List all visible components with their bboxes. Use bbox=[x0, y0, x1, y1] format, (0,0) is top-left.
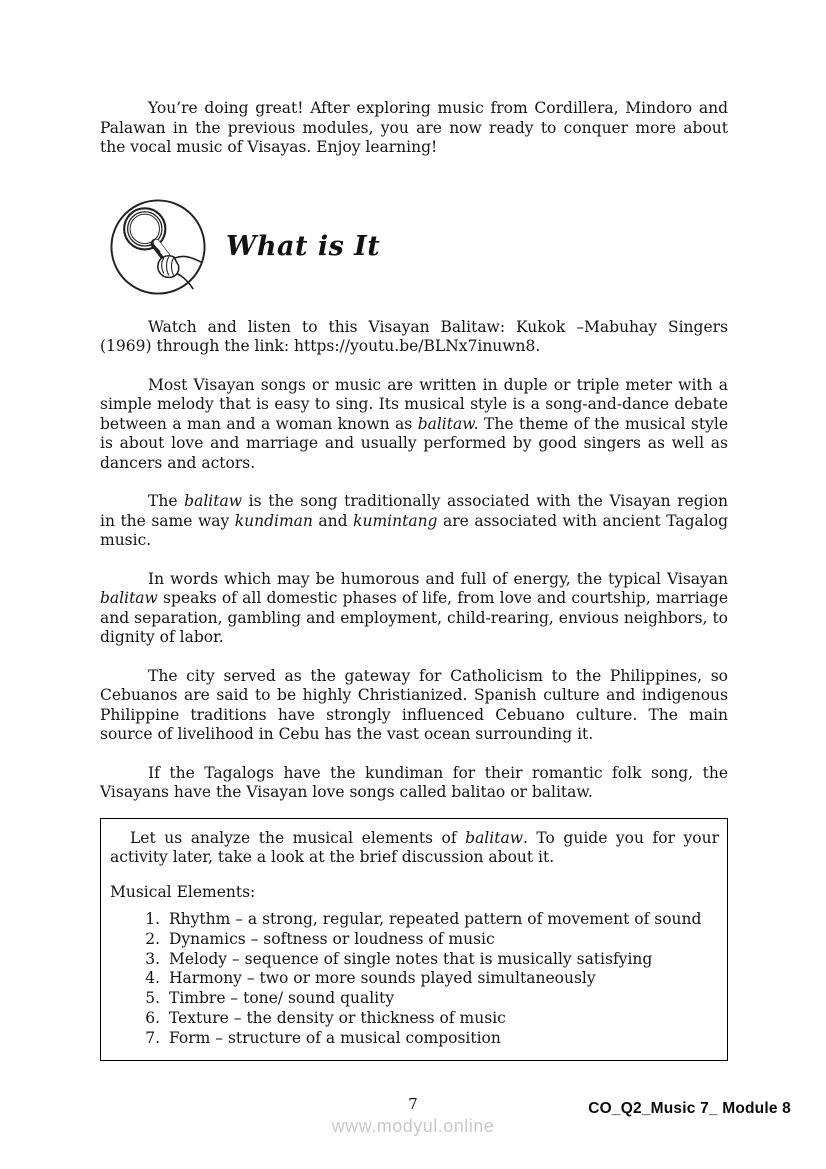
module-label: CO_Q2_Music 7_ Module 8 bbox=[588, 1100, 791, 1117]
text-segment: are associated with ancient Tagalog music. bbox=[100, 511, 729, 549]
page-content bbox=[100, 99, 728, 1061]
magnifier-hand-icon-svg bbox=[108, 198, 208, 296]
intro-paragraph bbox=[100, 99, 728, 158]
paragraph-humorous-energy bbox=[100, 570, 728, 648]
text-segment: . bbox=[535, 337, 541, 355]
text-segment: is the song traditionally associated with the Visayan region in the same way bbox=[100, 492, 729, 530]
text-segment: and bbox=[312, 511, 354, 530]
paragraph-cebu-city bbox=[100, 667, 728, 745]
page-number: 7 bbox=[408, 1095, 418, 1113]
box-heading: Musical Elements: bbox=[110, 882, 256, 901]
text-segment: If the Tagalogs have the kundiman for their romantic folk song, the Visayans have the Visayan love songs called balitao or balitaw. bbox=[100, 763, 728, 801]
text-segment: The theme of the musical style is about love and marriage and usually performed by good singers as well as dancers and actors. bbox=[100, 414, 728, 472]
watermark-text: www.modyul.online bbox=[331, 1116, 495, 1136]
magnifier-hand-icon bbox=[108, 198, 208, 296]
text-segment: . To guide you for your activity later, take a look at the brief discussion about it. bbox=[110, 828, 720, 866]
musical-elements-box bbox=[100, 818, 728, 1061]
text-segment: Most Visayan songs or music are written in duple or triple meter with a simple melody that is easy to sing. Its musical style is a song-and-dance debate between a man and a woman known as bbox=[100, 375, 728, 433]
list-item-melody: 3. Melody – sequence of single notes that is musically satisfying bbox=[165, 950, 719, 970]
paragraph-visayan-songs bbox=[100, 376, 728, 474]
list-item-timbre: 5. Timbre – tone/ sound quality bbox=[165, 989, 719, 1009]
box-intro-paragraph bbox=[110, 829, 719, 868]
list-item-harmony: 4. Harmony – two or more sounds played simultaneously bbox=[165, 969, 719, 989]
list-item-texture: 6. Texture – the density or thickness of music bbox=[165, 1009, 719, 1029]
page-footer bbox=[0, 1088, 826, 1158]
paragraph-tagalogs-kundiman bbox=[100, 764, 728, 803]
youtube-url: https://youtu.be/BLNx7inuwn8 bbox=[294, 337, 536, 355]
text-segment: kundiman bbox=[234, 511, 313, 530]
paragraph-balitaw-song bbox=[100, 492, 728, 551]
paragraph-watch-listen bbox=[100, 318, 728, 357]
musical-elements-list bbox=[110, 910, 719, 1049]
text-segment: Let us analyze the musical elements of bbox=[130, 828, 466, 847]
list-item-rhythm: 1. Rhythm – a strong, regular, repeated pattern of movement of sound bbox=[165, 910, 719, 930]
text-segment: You’re doing great! After exploring music from Cordillera, Mindoro and Palawan in the previous modules, you are now ready to conquer more about the vocal music of Visayas. Enjoy learning! bbox=[100, 99, 728, 156]
text-segment: Watch and listen to this Visayan Balitaw: Kukok –Mabuhay Singers (1969) through the link: bbox=[100, 317, 728, 355]
text-segment: In words which may be humorous and full of energy, the typical Visayan bbox=[148, 569, 728, 588]
text-segment: balitaw bbox=[465, 828, 523, 847]
section-title: What is It bbox=[226, 231, 381, 262]
text-segment: The bbox=[148, 492, 185, 510]
text-segment: kumintang bbox=[353, 511, 438, 530]
section-header bbox=[108, 198, 728, 296]
text-segment: balitaw bbox=[184, 492, 242, 510]
list-item-dynamics: 2. Dynamics – softness or loudness of music bbox=[165, 930, 719, 950]
list-item-form: 7. Form – structure of a musical composition bbox=[165, 1029, 719, 1049]
text-segment: The city served as the gateway for Catholicism to the Philippines, so Cebuanos are said to be highly Christianized. Spanish culture and indigenous Philippine traditions have strongly influenced Cebuano culture. The main source of livelihood in Cebu has the vast ocean surrounding it. bbox=[100, 666, 728, 743]
text-segment: speaks of all domestic phases of life, from love and courtship, marriage and separation, gambling and employment, child-rearing, envious neighbors, to dignity of labor. bbox=[100, 589, 728, 646]
text-segment: balitaw. bbox=[417, 414, 479, 433]
text-segment: balitaw bbox=[100, 589, 158, 607]
